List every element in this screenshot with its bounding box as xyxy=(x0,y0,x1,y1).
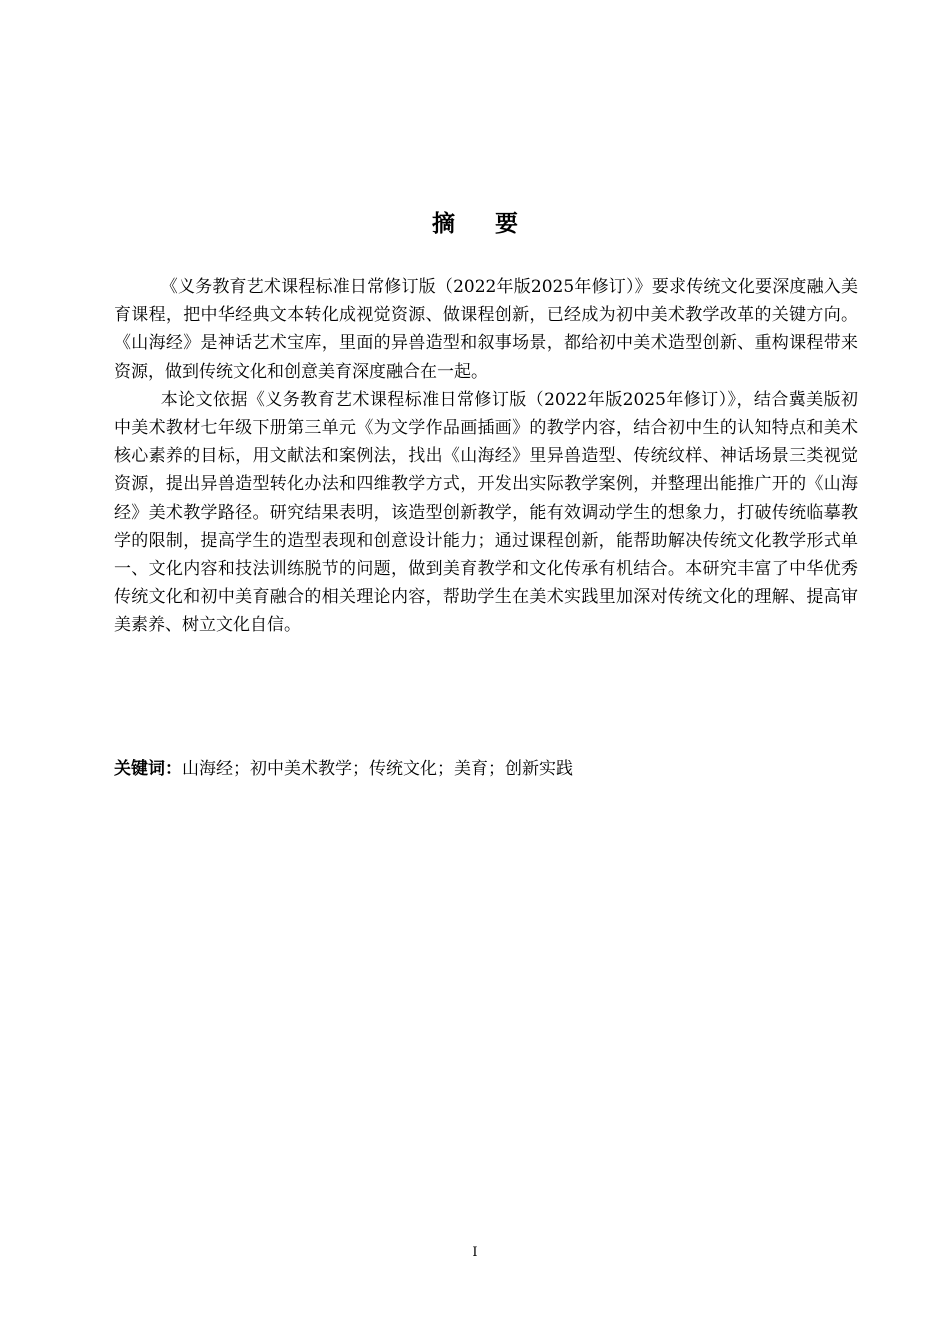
abstract-paragraph-1: 《义务教育艺术课程标准日常修订版（2022年版2025年修订）》要求传统文化要深度融入美育课程，把中华经典文本转化成视觉资源、做课程创新，已经成为初中美术教学改革的关键方向。《山海经》是神话艺术宝库，里面的异兽造型和叙事场景，都给初中美术造型创新、重构课程带来资源，做到传统文化和创意美育深度融合在一起。 xyxy=(114,277,858,382)
keywords-text: 山海经；初中美术教学；传统文化；美育；创新实践 xyxy=(182,759,573,779)
page-number: I xyxy=(472,1245,478,1260)
abstract-title: 摘要 xyxy=(432,211,558,237)
abstract-paragraph-2: 本论文依据《义务教育艺术课程标准日常修订版（2022年版2025年修订）》，结合冀美版初中美术教材七年级下册第三单元《为文学作品画插画》的教学内容，结合初中生的认知特点和美术核心素养的目标，用文献法和案例法，找出《山海经》里异兽造型、传统纹样、神话场景三类视觉资源，提出异兽造型转化办法和四维教学方式，开发出实际教学案例，并整理出能推广开的《山海经》美术教学路径。研究结果表明，该造型创新教学，能有效调动学生的想象力，打破传统临摹教学的限制，提高学生的造型表现和创意设计能力；通过课程创新，能帮助解决传统文化教学形式单一、文化内容和技法训练脱节的问题，做到美育教学和文化传承有机结合。本研究丰富了中华优秀传统文化和初中美育融合的相关理论内容，帮助学生在美术实践里加深对传统文化的理解、提高审美素养、树立文化自信。 xyxy=(114,389,858,636)
keywords-line xyxy=(114,755,858,783)
abstract-body xyxy=(114,273,858,640)
keywords-label: 关键词： xyxy=(114,759,182,779)
